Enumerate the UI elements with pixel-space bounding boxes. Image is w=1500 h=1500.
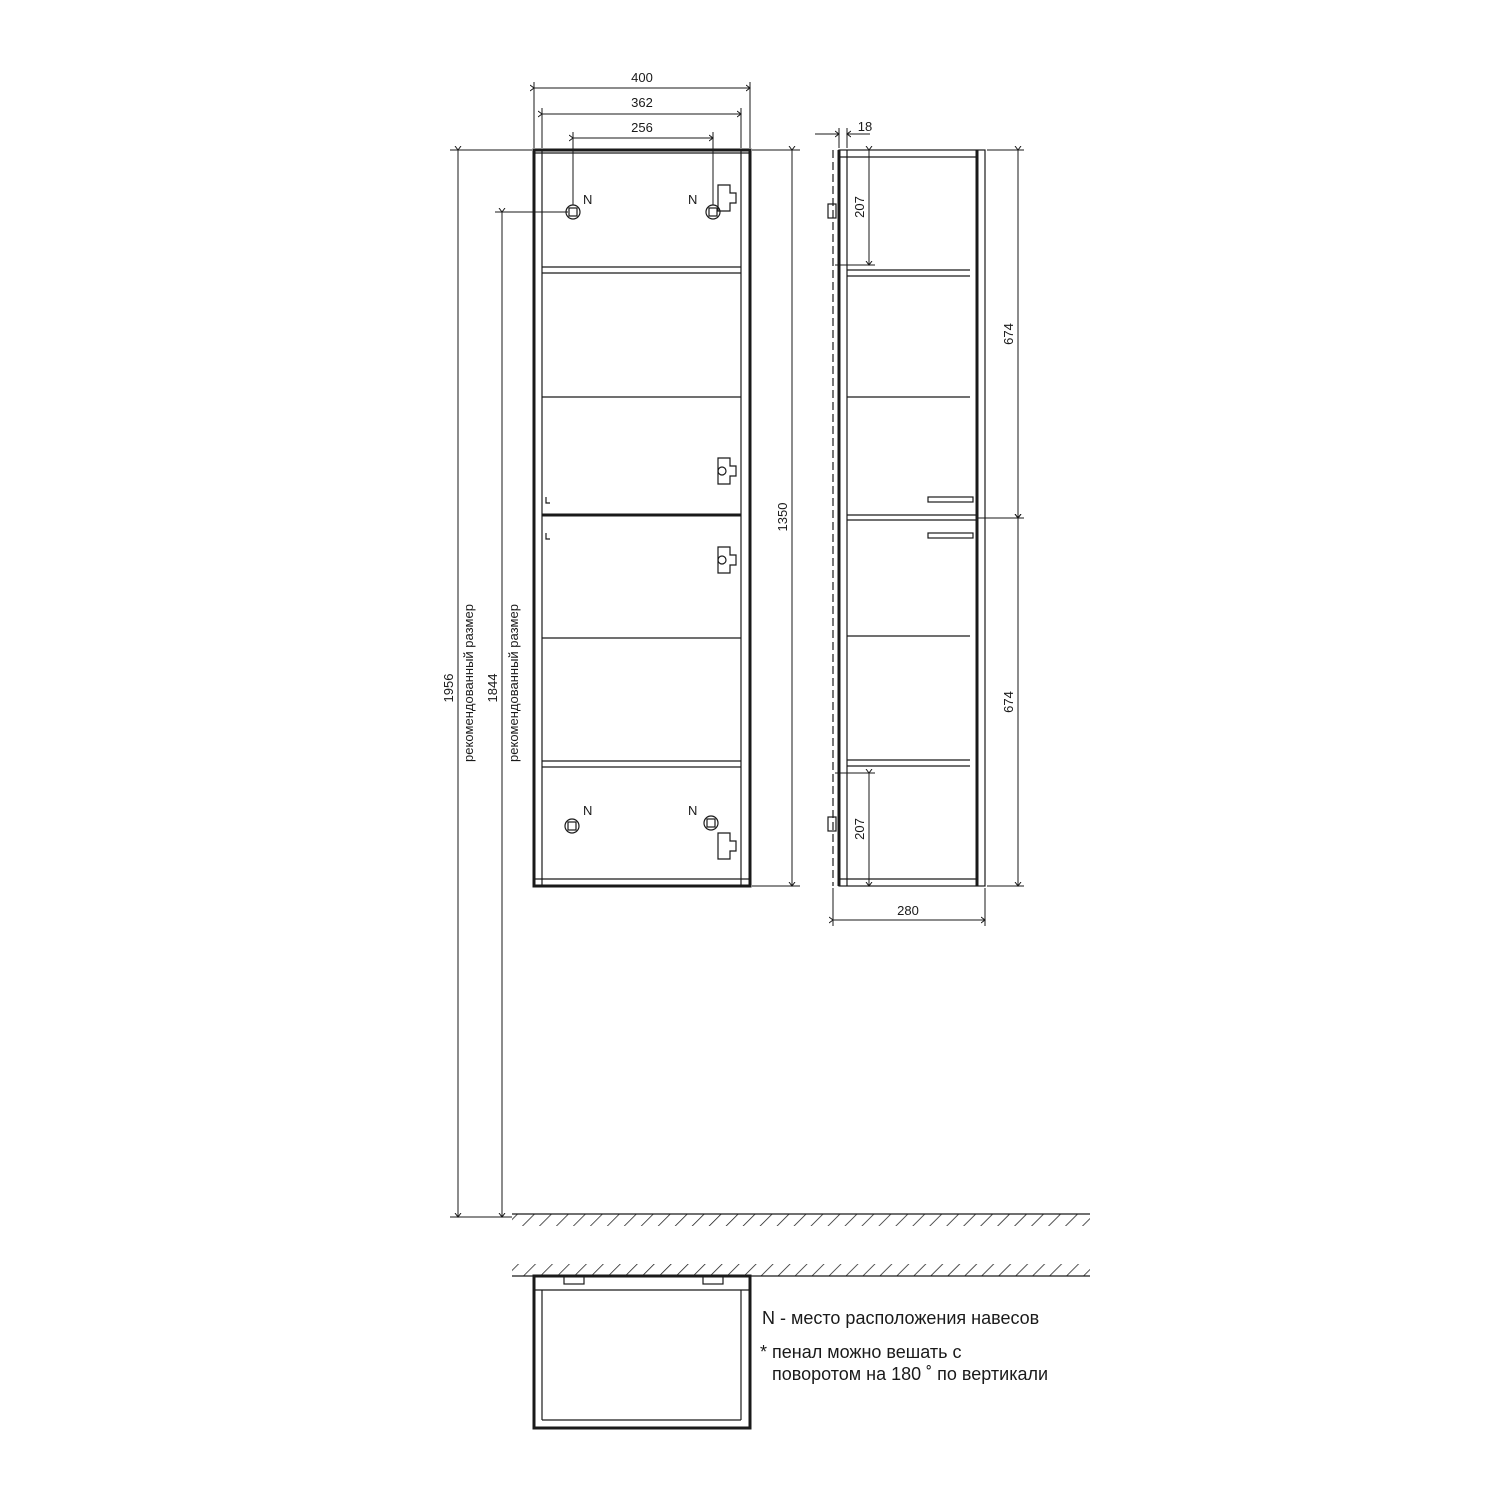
top-view-outline [534, 1276, 750, 1428]
side-cabinet-outline [839, 150, 985, 886]
hinge-icon [704, 816, 736, 859]
dim-section-top-label: 674 [1001, 323, 1016, 345]
dim-section-top [977, 150, 1024, 518]
hinge-marker-n: N [688, 192, 698, 207]
handle-icon [928, 533, 973, 538]
dim-total-height-note: рекомендованный размер [461, 604, 476, 762]
legend-rotation-note-2: поворотом на 180 ˚ по вертикали [772, 1364, 1049, 1384]
bracket-icon [828, 204, 836, 218]
front-shelves [542, 267, 741, 767]
dim-hinge-spacing-label: 256 [631, 120, 653, 135]
dim-offset-bottom-label: 207 [852, 818, 867, 840]
dim-depth-label: 280 [897, 903, 919, 918]
legend-hinge-note: N - место расположения навесов [762, 1308, 1040, 1328]
hinge-icon [718, 458, 736, 484]
bracket-icon [828, 817, 836, 831]
dim-cabinet-height [752, 150, 800, 886]
hinge-marker-n: N [688, 803, 698, 818]
dim-thickness-label: 18 [857, 119, 873, 134]
wall-section [512, 1264, 1090, 1276]
dim-mount-height-label: 1844 [485, 673, 500, 703]
dim-depth [833, 888, 985, 926]
hinge-icon [566, 205, 580, 219]
dim-section-bottom-label: 674 [1001, 691, 1016, 713]
dim-offset-bottom [835, 773, 875, 886]
top-view [534, 1276, 750, 1428]
handle-icon [928, 497, 973, 502]
dim-thickness [815, 119, 872, 148]
front-cabinet-outline [534, 150, 750, 886]
hinge-icon [718, 547, 736, 573]
dim-mount-height [485, 212, 568, 1217]
floor-line [512, 1214, 1090, 1226]
dim-cabinet-height-label: 1350 [775, 502, 790, 532]
hinge-marker-n: N [583, 192, 593, 207]
legend-rotation-note-1: * пенал можно вешать с [760, 1342, 962, 1362]
dim-section-bottom [987, 518, 1024, 886]
side-shelves [847, 270, 977, 766]
dim-offset-top [835, 150, 875, 265]
dim-width-inner-label: 362 [631, 95, 653, 110]
hinge-icon [565, 819, 579, 833]
dim-mount-height-note: рекомендованный размер [506, 604, 521, 762]
dim-offset-top-label: 207 [852, 196, 867, 218]
front-view [441, 70, 800, 1217]
dim-total-height-label: 1956 [441, 673, 456, 703]
dim-width-outer-label: 400 [631, 70, 653, 85]
hinge-marker-n: N [583, 803, 593, 818]
side-view [815, 119, 1024, 926]
hinge-icon [706, 185, 736, 219]
